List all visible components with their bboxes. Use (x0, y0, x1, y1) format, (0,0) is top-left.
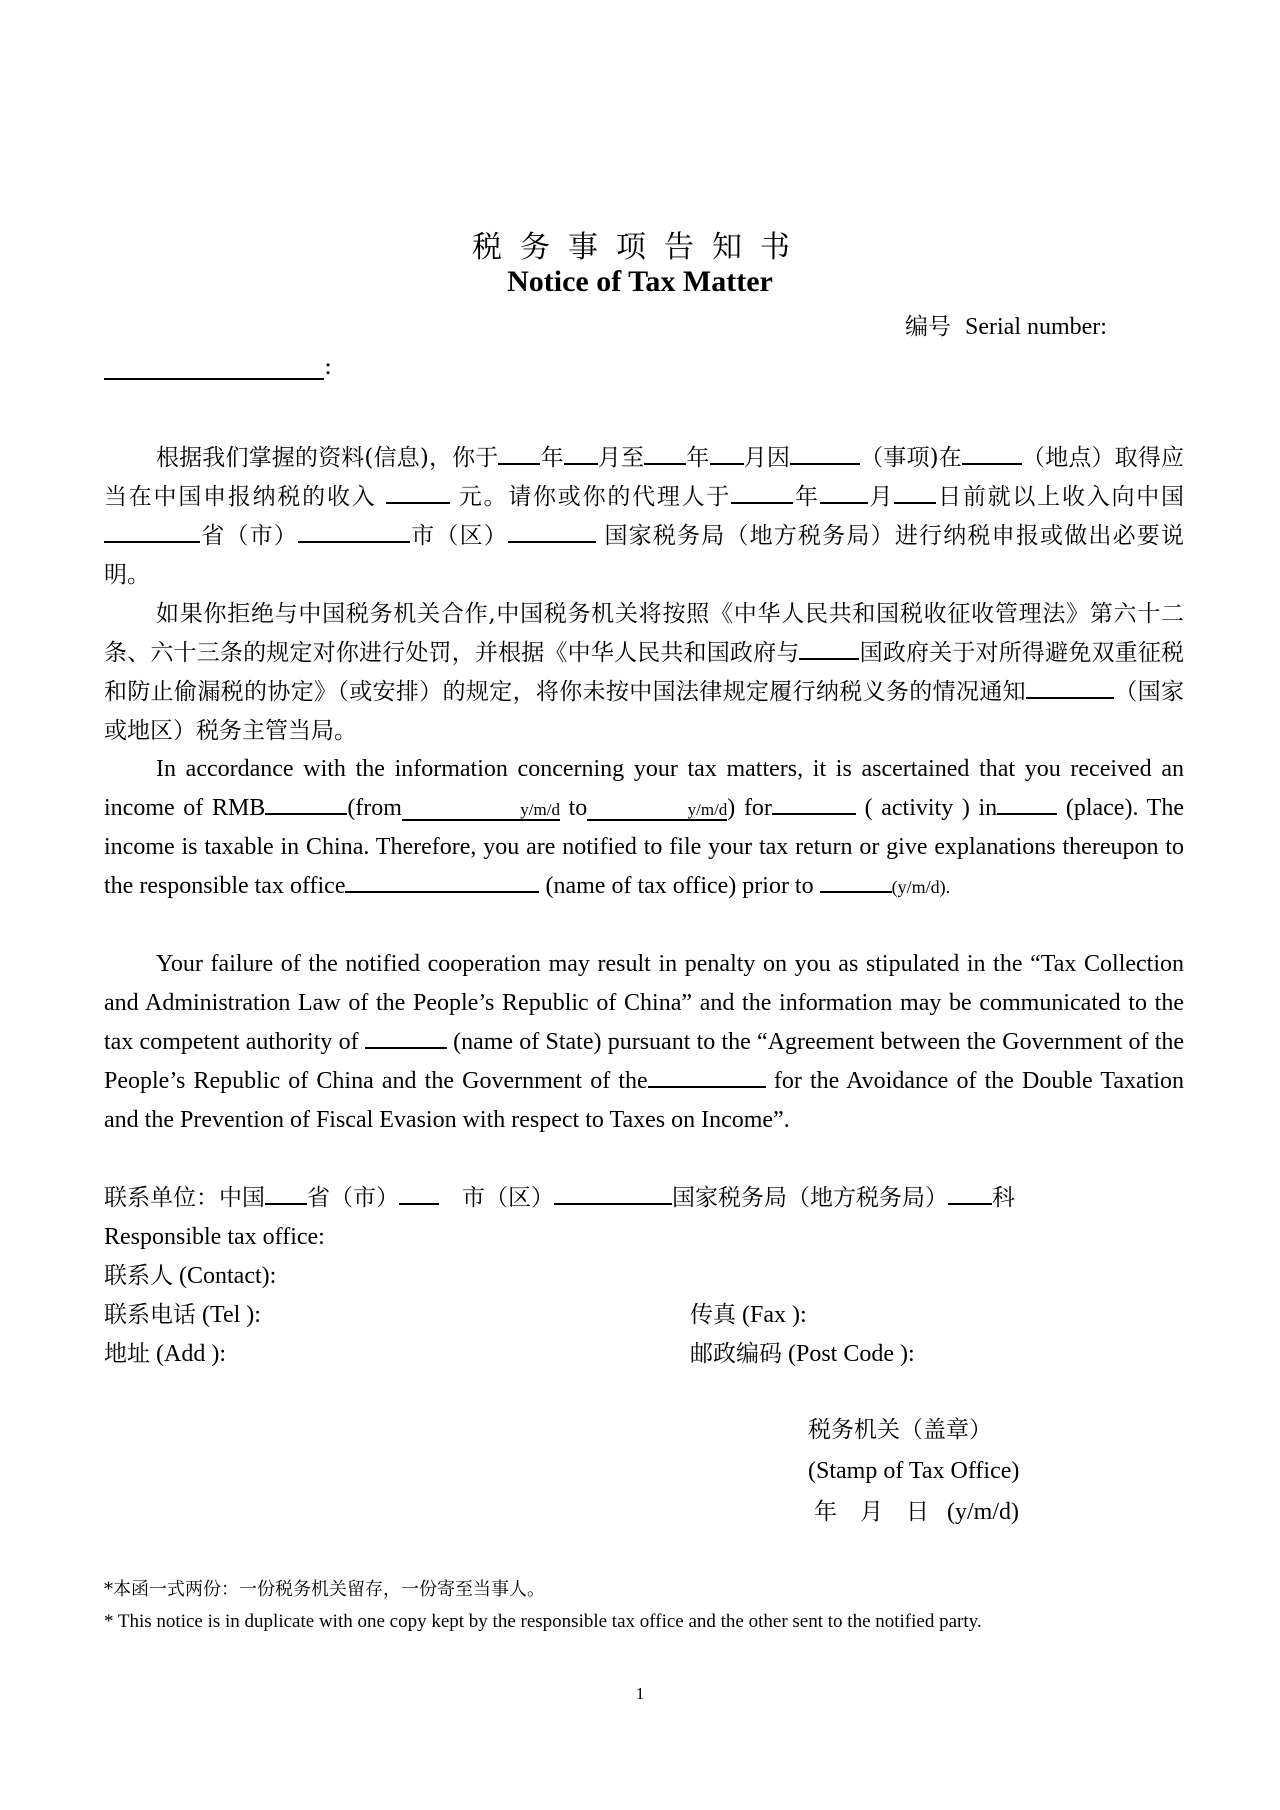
text: (Post Code ): (788, 1341, 915, 1367)
text: 月因 (743, 445, 790, 471)
text: 日前就以上收入向中国 (936, 484, 1185, 510)
text: 年 月 日 (814, 1499, 929, 1525)
text: 联系电话 (104, 1302, 196, 1328)
blank[interactable] (265, 791, 347, 815)
blank[interactable] (997, 791, 1057, 815)
title-chinese: 税务事项告知书 (472, 230, 808, 265)
text: ) for (727, 795, 772, 821)
text: (y/m/d). (891, 877, 951, 897)
paragraph-cn-2 (104, 595, 1184, 751)
blank[interactable] (772, 791, 856, 815)
text: 市（区） (409, 523, 508, 549)
title-english: Notice of Tax Matter (507, 265, 773, 298)
addressee-blank[interactable] (104, 352, 324, 380)
text: （地点）取得应当在中国申报纳税的收入 (104, 445, 1184, 510)
blank[interactable] (948, 1181, 992, 1205)
serial-label-cn: 编号 (905, 314, 951, 340)
text: 如果你拒绝与中国税务机关合作,中国税务机关将按照《中华人民共和国税收征收管理法》第六十二条、六十三条的规定对你进行处罚，并根据《中华人民共和国政府与 (104, 601, 1184, 666)
text: 联系单位：中国 (104, 1185, 265, 1211)
text: 科 (992, 1185, 1015, 1211)
text: Responsible tax office: (104, 1224, 325, 1250)
serial-label-en: Serial number: (965, 314, 1107, 340)
text: 年 (686, 445, 710, 471)
text: (name of tax office) prior to (545, 873, 814, 899)
text: Your failure of the notified cooperation may result in penalty on you as stipulated in the “Tax Collection and Administration Law of the People’s Republic of China” and the information may be communicated to the tax competent authority of (104, 951, 1184, 1055)
text: 根据我们掌握的资料(信息)，你于 (156, 445, 499, 471)
date-from-blank[interactable]: y/m/d (402, 797, 560, 821)
contact-person-row (104, 1257, 1204, 1296)
blank[interactable] (399, 1181, 439, 1205)
blank[interactable] (386, 480, 450, 504)
blank[interactable] (799, 636, 859, 660)
stamp-date (808, 1492, 1019, 1533)
paragraph-en-1 (104, 750, 1184, 907)
addressee-line (104, 352, 332, 380)
text: 地址 (104, 1341, 150, 1367)
blank[interactable] (104, 519, 200, 543)
text: 邮政编码 (690, 1341, 782, 1367)
text: (Add ): (156, 1341, 226, 1367)
blank[interactable] (894, 480, 936, 504)
blank[interactable] (265, 1181, 307, 1205)
text: (Contact): (179, 1263, 277, 1289)
address-post-row (104, 1335, 1204, 1374)
text: (Tel ): (202, 1302, 261, 1328)
text: 元。请你或你的代理人于 (458, 484, 732, 510)
blank[interactable] (508, 519, 596, 543)
text: 月至 (597, 445, 645, 471)
text: (Fax ): (742, 1302, 807, 1328)
text: 联系人 (104, 1263, 173, 1289)
date-to-blank[interactable]: y/m/d (587, 797, 727, 821)
blank[interactable] (365, 1025, 447, 1049)
blank[interactable] (298, 519, 410, 543)
blank[interactable] (648, 1064, 766, 1088)
stamp-en: (Stamp of Tax Office) (808, 1458, 1020, 1484)
text: （国家或地区）税务主管当局。 (104, 679, 1185, 744)
blank[interactable] (820, 869, 892, 893)
blank[interactable] (710, 441, 744, 465)
text: (y/m/d) (947, 1499, 1019, 1525)
text: 传真 (690, 1302, 736, 1328)
text: for the Avoidance of the Double Taxation and the Prevention of Fiscal Evasion with respect to Taxes on Income”. (104, 1068, 1185, 1133)
text: (from (347, 795, 402, 821)
blank[interactable] (498, 441, 540, 465)
serial-number (905, 308, 1107, 341)
responsible-office-row (104, 1218, 1204, 1257)
text: 省（市） (200, 523, 298, 549)
text: ( activity ) in (864, 795, 998, 821)
text: 国家税务局（地方税务局）进行纳税申报或做出必要说明。 (104, 523, 1185, 588)
footnote-cn: *本函一式两份：一份税务机关留存，一份寄至当事人。 (104, 1579, 545, 1600)
text: 年 (793, 484, 820, 510)
footnote-en: * This notice is in duplicate with one copy kept by the responsible tax office and the other sent to the notified party. (104, 1611, 982, 1632)
text: In accordance with the information concerning your tax matters, it is ascertained that you received an income of RMB (104, 756, 1184, 821)
stamp-block (808, 1410, 1019, 1533)
blank[interactable] (962, 441, 1022, 465)
contact-unit-row (104, 1179, 1204, 1218)
blank[interactable] (345, 869, 539, 893)
text: 国政府关于对所得避免双重征税和防止偷漏税的协定》（或安排）的规定，将你未按中国法律规定履行纳税义务的情况通知 (104, 640, 1185, 705)
text: （事项)在 (860, 445, 962, 471)
paragraph-en-2 (104, 945, 1184, 1140)
blank[interactable] (731, 480, 793, 504)
blank[interactable] (554, 1181, 672, 1205)
text: to (568, 795, 588, 821)
blank[interactable] (820, 480, 868, 504)
page-number: 1 (635, 1684, 645, 1703)
text: 市（区） (462, 1185, 554, 1211)
addressee-colon: : (324, 352, 333, 380)
text: (name of State) pursuant to the “Agreement between the Government of the People’s Republic of China and the Government of the (104, 1029, 1185, 1094)
blank[interactable] (644, 441, 686, 465)
text: 省（市） (307, 1185, 399, 1211)
stamp-cn: 税务机关（盖章） (808, 1417, 992, 1443)
text: 国家税务局（地方税务局） (672, 1185, 948, 1211)
text: 年 (540, 445, 564, 471)
text: 月 (867, 484, 895, 510)
contact-section (104, 1179, 1204, 1374)
footnote (104, 1574, 982, 1638)
blank[interactable] (1026, 675, 1114, 699)
paragraph-cn-1 (104, 439, 1184, 595)
tel-fax-row (104, 1296, 1204, 1335)
blank[interactable] (790, 441, 860, 465)
blank[interactable] (564, 441, 598, 465)
text: (place). The income is taxable in China. Therefore, you are notified to file your tax return or give explanations thereupon to the responsible tax office (104, 795, 1184, 899)
